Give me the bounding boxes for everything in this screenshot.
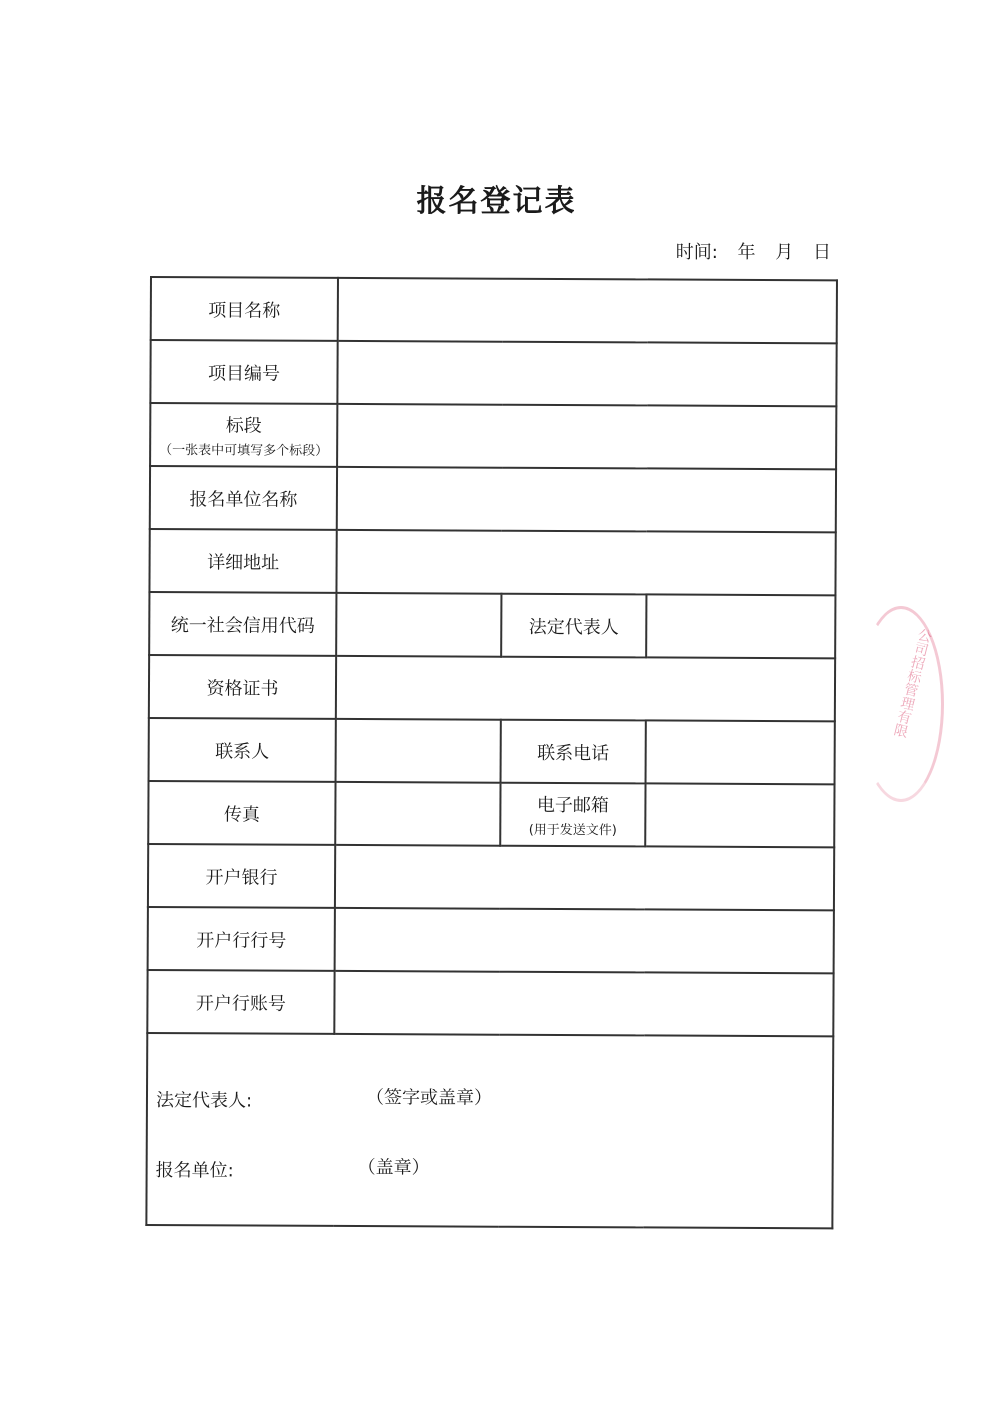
signature-area[interactable] [146, 1033, 833, 1228]
registration-form [145, 276, 838, 1229]
field-project-number[interactable] [337, 341, 836, 406]
label-applicant-name: 报名单位名称 [150, 466, 337, 530]
field-qualification[interactable] [336, 656, 835, 721]
unit-sign-label: 报名单位: [155, 1160, 234, 1182]
legal-rep-sign-label: 法定代表人: [155, 1090, 253, 1112]
field-email[interactable] [645, 783, 834, 847]
label-bank-code: 开户行行号 [148, 907, 335, 971]
label-qualification: 资格证书 [149, 655, 336, 719]
field-credit-code[interactable] [336, 593, 501, 657]
field-legal-rep[interactable] [646, 594, 835, 658]
section-label: 标段 [225, 415, 262, 437]
field-section[interactable] [337, 404, 836, 469]
label-project-number: 项目编号 [150, 340, 337, 404]
date-day: 日 [813, 242, 831, 263]
email-note: (用于发送文件) [528, 822, 617, 839]
company-seal-text: 公司招标管理有限 [890, 626, 934, 739]
field-bank[interactable] [335, 845, 834, 910]
label-legal-rep: 法定代表人 [501, 594, 646, 658]
row-bank-code [148, 907, 834, 973]
date-month: 月 [775, 242, 794, 263]
field-applicant-name[interactable] [337, 467, 836, 532]
label-bank-account: 开户行账号 [147, 970, 334, 1034]
row-applicant-name [150, 466, 836, 532]
row-credit-code [149, 592, 835, 658]
field-project-name[interactable] [338, 278, 837, 343]
label-phone: 联系电话 [501, 720, 646, 784]
date-label: 时间: [675, 242, 718, 263]
row-contact [149, 718, 835, 784]
field-fax[interactable] [335, 782, 500, 846]
row-address [149, 529, 835, 595]
label-credit-code: 统一社会信用代码 [149, 592, 336, 656]
label-bank: 开户银行 [148, 844, 335, 908]
legal-rep-sign-note: （签字或盖章） [365, 1087, 493, 1109]
field-contact[interactable] [336, 719, 501, 783]
date-year: 年 [737, 242, 756, 263]
row-fax [148, 781, 834, 847]
row-section [150, 403, 836, 469]
field-bank-account[interactable] [334, 971, 833, 1036]
row-project-number [150, 340, 836, 406]
label-fax: 传真 [148, 781, 335, 845]
unit-sign-note: （盖章） [357, 1157, 430, 1179]
field-phone[interactable] [646, 720, 835, 784]
label-address: 详细地址 [149, 529, 336, 593]
label-email [500, 783, 645, 847]
email-label: 电子邮箱 [536, 794, 609, 817]
date-line [676, 238, 831, 264]
field-bank-code[interactable] [335, 908, 834, 973]
section-note: （一张表中可填写多个标段） [159, 443, 329, 459]
row-bank [148, 844, 834, 910]
label-section [150, 403, 337, 467]
page-title: 报名登记表 [416, 184, 577, 219]
row-qualification [149, 655, 835, 721]
row-project-name [151, 277, 837, 343]
field-address[interactable] [336, 530, 835, 595]
row-signature [146, 1033, 833, 1228]
row-bank-account [147, 970, 833, 1036]
label-contact: 联系人 [149, 718, 336, 782]
label-project-name: 项目名称 [151, 277, 338, 341]
